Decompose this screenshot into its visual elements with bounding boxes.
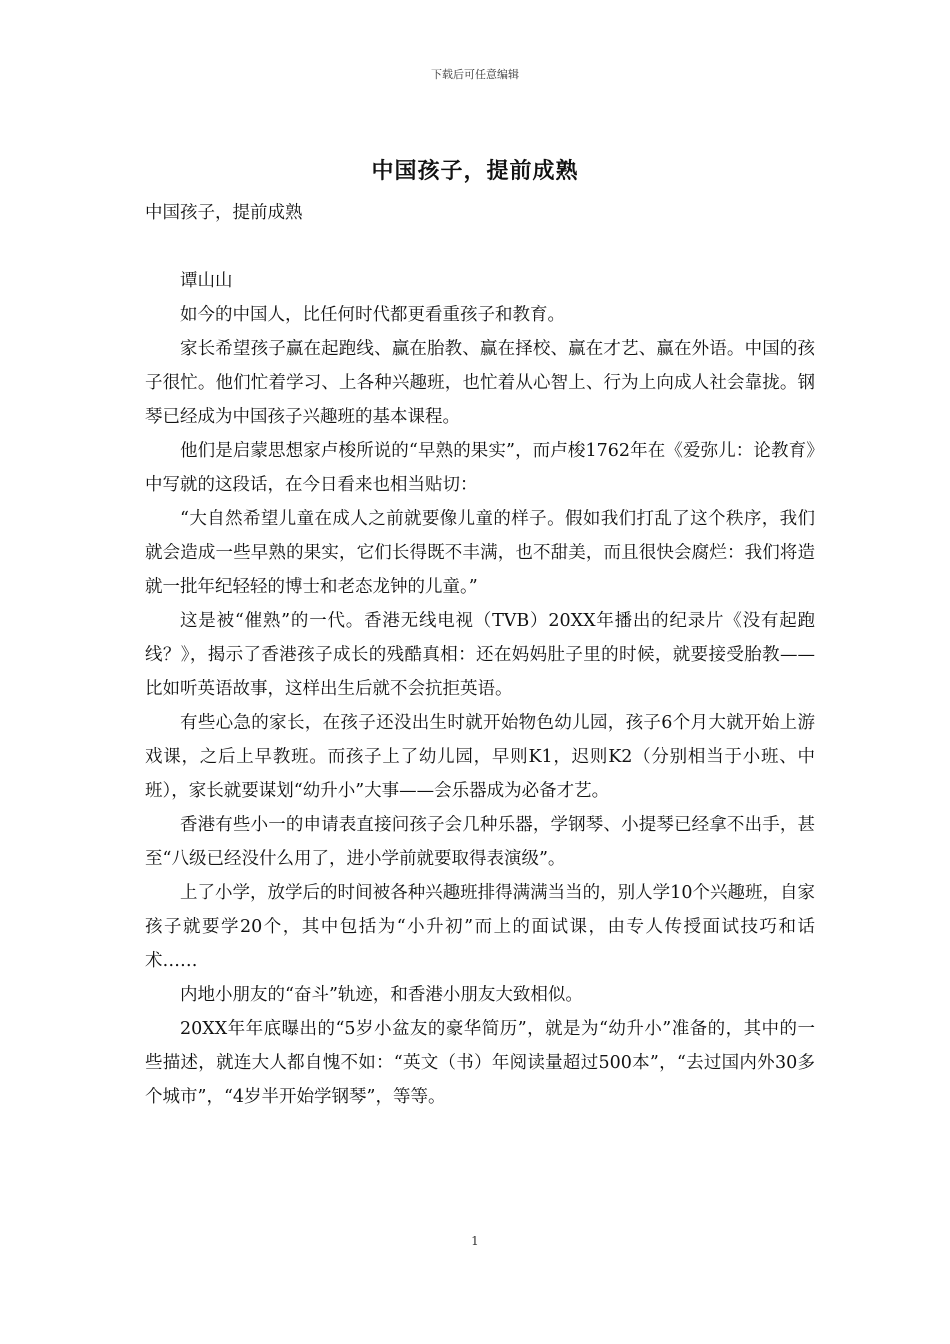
subtitle: 中国孩子，提前成熟 — [145, 203, 303, 223]
blank-line — [145, 230, 815, 264]
page-number: 1 — [471, 1234, 479, 1248]
author-name: 谭山山 — [180, 271, 233, 291]
paragraph: 上了小学，放学后的时间被各种兴趣班排得满满当当的，别人学10个兴趣班，自家孩子就要学20个，其中包括为“小升初”而上的面试课，由专人传授面试技巧和话术…… — [145, 883, 815, 971]
paragraph: 如今的中国人，比任何时代都更看重孩子和教育。 — [180, 305, 565, 325]
document-title: 中国孩子，提前成熟 — [371, 158, 579, 184]
paragraph: 家长希望孩子赢在起跑线、赢在胎教、赢在择校、赢在才艺、赢在外语。中国的孩子很忙。他们忙着学习、上各种兴趣班，也忙着从心智上、行为上向成人社会靠拢。钢琴已经成为中国孩子兴趣班的基本课程。 — [145, 339, 815, 427]
quote-paragraph: “大自然希望儿童在成人之前就要像儿童的样子。假如我们打乱了这个秩序，我们就会造成一些早熟的果实，它们长得既不丰满，也不甜美，而且很快会腐烂：我们将造就一批年纪轻轻的博士和老态龙钟的儿童。” — [145, 509, 815, 597]
header-note: 下载后可任意编辑 — [431, 68, 519, 81]
paragraph: 有些心急的家长，在孩子还没出生时就开始物色幼儿园，孩子6个月大就开始上游戏课，之后上早教班。而孩子上了幼儿园，早则K1，迟则K2（分别相当于小班、中班），家长就要谋划“幼升小”大事——会乐器成为必备才艺。 — [145, 713, 815, 801]
document-body — [145, 196, 815, 1114]
paragraph: 20XX年年底曝出的“5岁小盆友的豪华简历”，就是为“幼升小”准备的，其中的一些描述，就连大人都自愧不如：“英文（书）年阅读量超过500本”，“去过国内外30多个城市”，“4岁半开始学钢琴”，等等。 — [145, 1019, 815, 1107]
paragraph: 香港有些小一的申请表直接问孩子会几种乐器，学钢琴、小提琴已经拿不出手，甚至“八级已经没什么用了，进小学前就要取得表演级”。 — [145, 815, 815, 869]
paragraph: 他们是启蒙思想家卢梭所说的“早熟的果实”，而卢梭1762年在《爱弥儿：论教育》中写就的这段话，在今日看来也相当贴切： — [145, 441, 815, 495]
paragraph: 内地小朋友的“奋斗”轨迹，和香港小朋友大致相似。 — [180, 985, 583, 1005]
paragraph: 这是被“催熟”的一代。香港无线电视（TVB）20XX年播出的纪录片《没有起跑线？》，揭示了香港孩子成长的残酷真相：还在妈妈肚子里的时候，就要接受胎教——比如听英语故事，这样出生后就不会抗拒英语。 — [145, 611, 815, 699]
